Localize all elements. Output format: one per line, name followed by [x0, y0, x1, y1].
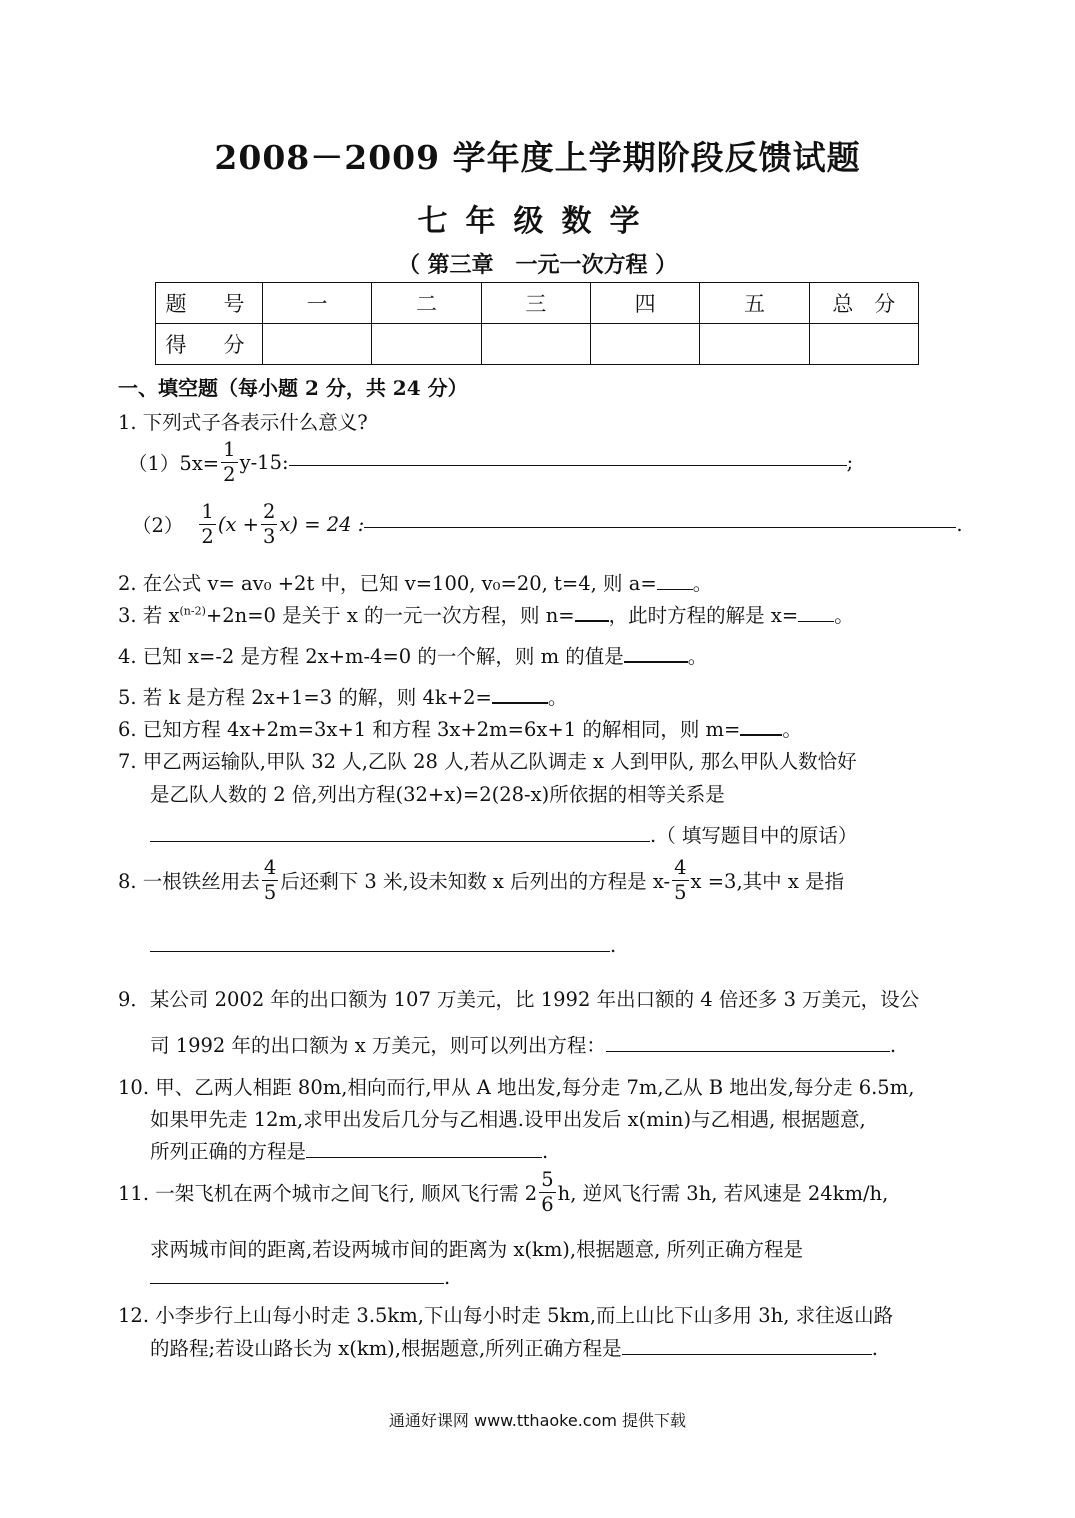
score-value-row	[156, 324, 919, 365]
q11-text: 11. 一架飞机在两个城市之间飞行, 顺风飞行需 2	[118, 1182, 538, 1205]
fraction	[221, 440, 237, 484]
denominator: 2	[201, 524, 214, 548]
answer-blank[interactable]	[606, 1050, 890, 1052]
chapter-label: （ 第三章 一元一次方程 ）	[397, 252, 678, 278]
q3-text: 3. 若 x	[118, 604, 180, 627]
q11-text-2: h, 逆风飞行需 3h, 若风速是 24km/h,	[557, 1182, 889, 1205]
score-header-cell: 二	[372, 283, 481, 324]
section-title: 一、填空题（每小题 2 分，共 24 分）	[118, 376, 468, 400]
denominator: 2	[223, 462, 236, 486]
score-header-cell: 总 分	[809, 283, 918, 324]
q3-text-2: +2n=0 是关于 x 的一元一次方程，则 n=	[205, 604, 575, 627]
fraction	[672, 858, 688, 902]
q5-end: 。	[547, 686, 568, 709]
question-4	[118, 641, 707, 669]
answer-blank[interactable]	[624, 660, 688, 663]
answer-blank[interactable]	[798, 620, 834, 622]
q8-text: 8. 一根铁丝用去	[118, 870, 260, 893]
score-header-cell: 五	[700, 283, 809, 324]
answer-blank[interactable]	[622, 1353, 872, 1355]
question-1-part-2	[132, 502, 963, 546]
denominator: 3	[263, 524, 276, 548]
score-header-label: 题 号	[156, 283, 263, 324]
answer-blank[interactable]	[364, 526, 956, 528]
score-table	[155, 282, 919, 365]
question-7-line-1: 7. 甲乙两运输队,甲队 32 人,乙队 28 人,若从乙队调走 x 人到甲队, 那么甲队人数恰好	[118, 750, 857, 773]
score-row-label: 得 分	[156, 324, 263, 365]
question-9-line-2	[150, 1030, 896, 1058]
question-1: 1. 下列式子各表示什么意义?	[118, 411, 368, 434]
score-cell	[590, 324, 699, 365]
score-header-row	[156, 283, 919, 324]
q1-p2-mid1: (x +	[217, 512, 259, 536]
q6-text: 6. 已知方程 4x+2m=3x+1 和方程 3x+2m=6x+1 的解相同，则 m=	[118, 718, 741, 741]
question-1-part-1	[128, 440, 853, 484]
score-cell	[372, 324, 481, 365]
denominator: 5	[674, 880, 687, 904]
q1-p2-prefix: （2）	[132, 514, 184, 537]
q12-end: .	[871, 1337, 878, 1360]
question-10-line-1: 10. 甲、乙两人相距 80m,相向而行,甲从 A 地出发,每分走 7m,乙从 B 地出发,每分走 6.5m,	[118, 1076, 915, 1099]
answer-blank[interactable]	[306, 1156, 542, 1158]
q5-text: 5. 若 k 是方程 2x+1=3 的解，则 4k+2=	[118, 686, 492, 709]
q3-text-3: ，此时方程的解是 x=	[608, 604, 799, 627]
question-3	[118, 600, 854, 628]
answer-blank[interactable]	[657, 588, 693, 590]
answer-blank[interactable]	[740, 733, 782, 736]
q2-end: 。	[692, 572, 713, 595]
q4-text: 4. 已知 x=-2 是方程 2x+m-4=0 的一个解，则 m 的值是	[118, 645, 624, 668]
question-10-line-2: 如果甲先走 12m,求甲出发后几分与乙相遇.设甲出发后 x(min)与乙相遇, 根据题意,	[150, 1108, 866, 1131]
score-cell	[481, 324, 590, 365]
q8-text-2: 后还剩下 3 米,设未知数 x 后列出的方程是 x-	[280, 870, 671, 893]
question-6	[118, 714, 802, 742]
q1-p1-suffix: y-15:	[239, 450, 289, 474]
q4-end: 。	[687, 645, 708, 668]
numerator: 4	[263, 856, 277, 879]
numerator: 1	[201, 500, 214, 523]
question-5	[118, 682, 567, 710]
q9-text: 司 1992 年的出口额为 x 万美元，则可以列出方程：	[150, 1034, 606, 1057]
answer-blank[interactable]	[492, 701, 548, 704]
q7-note: .（ 填写题目中的原话）	[650, 824, 858, 847]
q8-end: .	[610, 934, 617, 957]
numerator: 1	[223, 438, 236, 461]
question-8-line-2	[150, 934, 616, 957]
page-title: 2008－2009 学年度上学期阶段反馈试题	[214, 138, 861, 177]
denominator: 6	[541, 1192, 554, 1216]
denominator: 5	[263, 880, 277, 904]
question-11-line-1	[118, 1170, 888, 1214]
question-11-line-3	[150, 1266, 450, 1289]
q11-end: .	[444, 1266, 451, 1289]
fraction	[261, 502, 277, 546]
score-header-cell: 四	[590, 283, 699, 324]
fraction	[262, 858, 278, 902]
q9-end: .	[889, 1034, 897, 1057]
answer-blank[interactable]	[150, 840, 650, 842]
question-10-line-3	[150, 1136, 548, 1164]
score-header-cell: 三	[481, 283, 590, 324]
score-cell	[700, 324, 809, 365]
numerator: 5	[541, 1168, 554, 1191]
numerator: 2	[263, 500, 276, 523]
question-7-line-3	[150, 820, 857, 848]
question-2	[118, 568, 712, 596]
answer-blank[interactable]	[575, 619, 609, 622]
page-subtitle: 七年级数学	[417, 204, 658, 239]
q12-text: 的路程;若设山路长为 x(km),根据题意,所列正确方程是	[150, 1337, 622, 1360]
answer-blank[interactable]	[289, 464, 847, 466]
q2-text: 2. 在公式 v= av₀ +2t 中，已知 v=100, v₀=20, t=4, 则 a=	[118, 572, 657, 595]
q10-end: .	[542, 1140, 549, 1163]
score-cell	[263, 324, 372, 365]
question-7-line-2: 是乙队人数的 2 倍,列出方程(32+x)=2(28-x)所依据的相等关系是	[150, 783, 725, 806]
fraction	[539, 1170, 555, 1214]
q3-exponent: (n-2)	[179, 604, 206, 618]
question-12-line-1: 12. 小李步行上山每小时走 3.5km,下山每小时走 5km,而上山比下山多用 3h, 求往返山路	[118, 1304, 894, 1327]
question-9-line-1: 9．某公司 2002 年的出口额为 107 万美元，比 1992 年出口额的 4 倍还多 3 万美元，设公	[118, 988, 920, 1011]
q8-text-3: x =3,其中 x 是指	[690, 870, 845, 893]
question-12-line-2	[150, 1333, 878, 1361]
q3-end: 。	[834, 604, 854, 627]
answer-blank[interactable]	[150, 1282, 444, 1284]
score-header-cell: 一	[263, 283, 372, 324]
answer-blank[interactable]	[150, 950, 610, 952]
score-cell	[809, 324, 918, 365]
q1-p1-prefix: （1）5x=	[128, 452, 220, 475]
q6-end: 。	[782, 718, 802, 741]
q10-text: 所列正确的方程是	[150, 1140, 307, 1163]
numerator: 4	[674, 856, 687, 879]
footer-text: 通通好课网 www.tthaoke.com 提供下载	[388, 1411, 687, 1430]
q1-p1-end: ;	[846, 450, 854, 474]
q1-p2-mid2: x) = 24 :	[279, 512, 365, 536]
fraction	[199, 502, 215, 546]
question-11-line-2: 求两城市间的距离,若设两城市间的距离为 x(km),根据题意, 所列正确方程是	[150, 1238, 804, 1261]
q1-p2-end: .	[956, 512, 963, 536]
question-8	[118, 858, 844, 902]
